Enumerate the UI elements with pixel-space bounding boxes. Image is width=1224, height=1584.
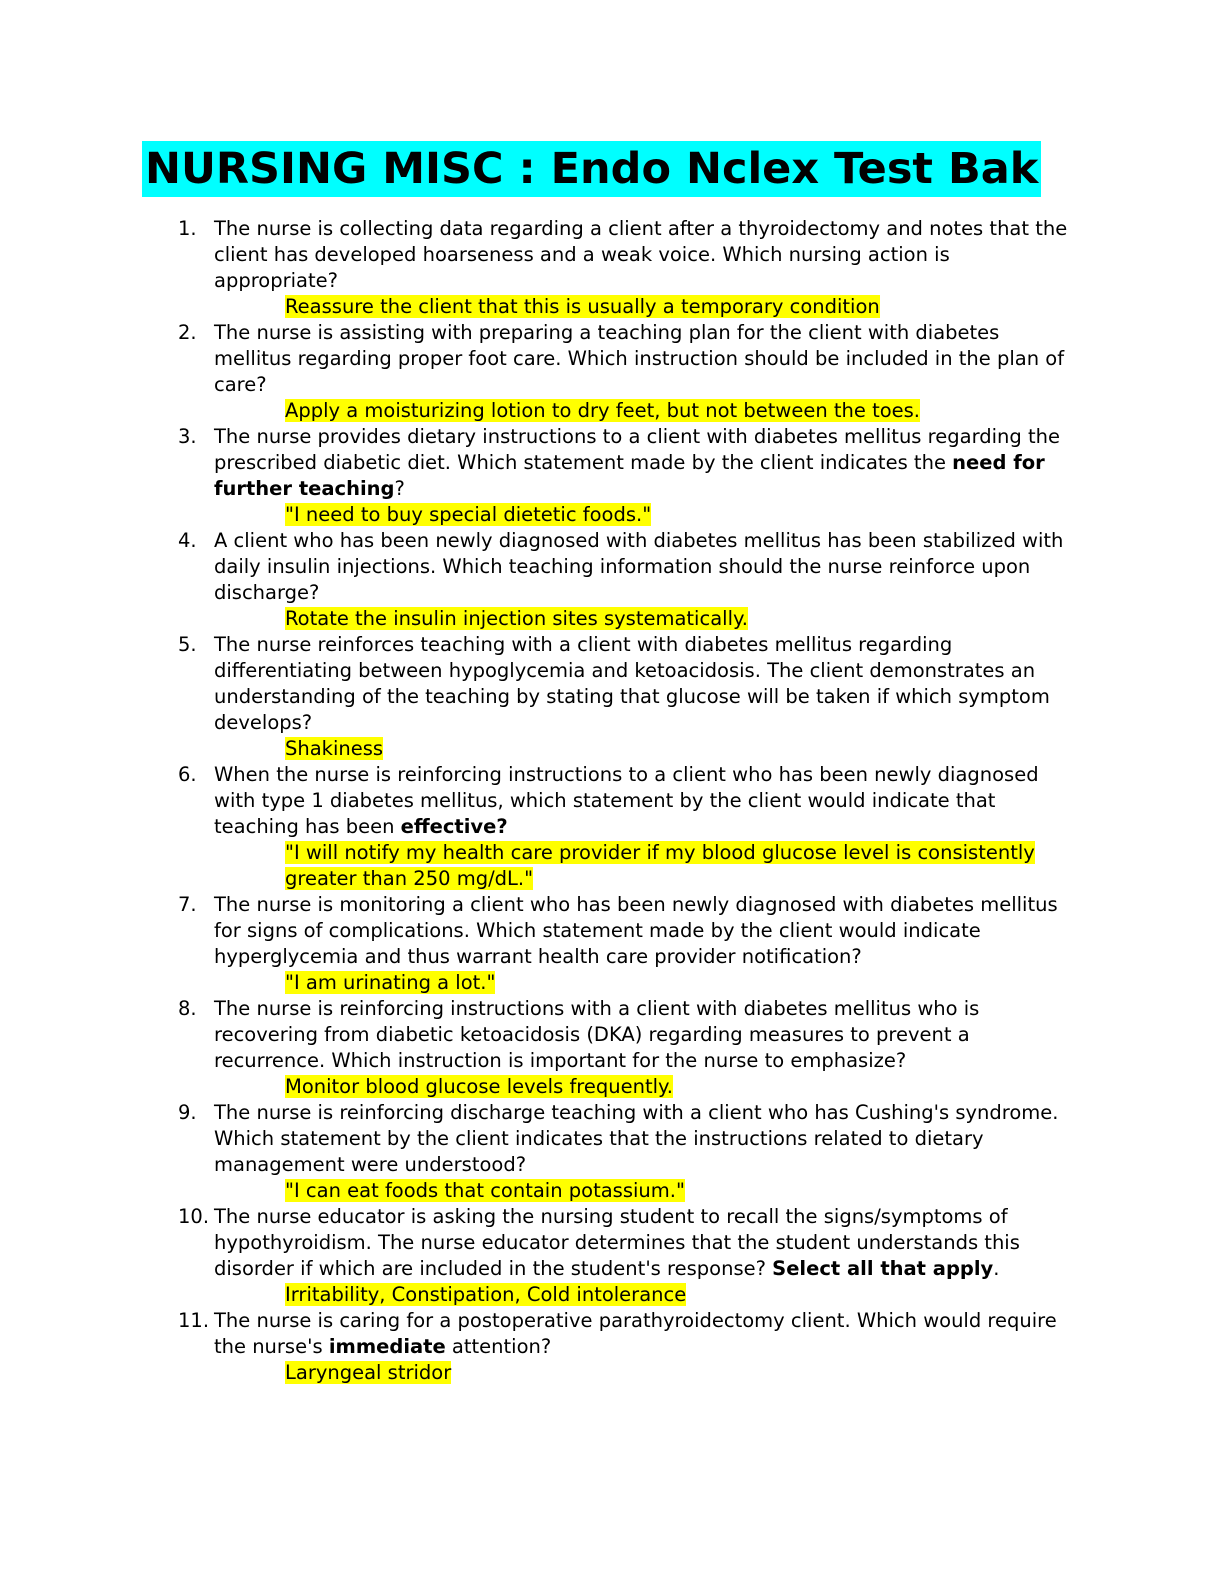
question-emphasis: Select all that apply <box>772 1257 994 1280</box>
question-text-part: attention? <box>445 1335 552 1358</box>
question-emphasis: effective? <box>400 815 508 838</box>
question-emphasis: need for further teaching <box>214 451 1045 500</box>
question-text: The nurse is collecting data regarding a client after a thyroidectomy and notes that the client has developed hoarseness and a weak voice. Which nursing action is appropriate? <box>214 217 1068 292</box>
question-item <box>178 996 1078 1100</box>
answer-highlight: Monitor blood glucose levels frequently. <box>285 1075 674 1098</box>
question-text-part: . <box>993 1257 1000 1280</box>
page-title-container <box>142 141 1064 197</box>
question-item <box>178 320 1078 424</box>
answer-highlight: Laryngeal stridor <box>285 1361 452 1384</box>
answer-line <box>285 1360 1075 1386</box>
answer-highlight: Shakiness <box>285 737 384 760</box>
question-item <box>178 1100 1078 1204</box>
question-number: 10. <box>178 1205 210 1228</box>
question-item <box>178 216 1078 320</box>
question-item <box>178 892 1078 996</box>
question-text <box>214 1204 1069 1282</box>
question-item <box>178 632 1078 762</box>
question-text-part: When the nurse is reinforcing instructions to a client who has been newly diagnosed with type 1 diabetes mellitus, which statement by the client would indicate that teaching has been <box>214 763 1039 838</box>
answer-line <box>285 502 1075 528</box>
answer-line <box>285 1178 1075 1204</box>
question-item <box>178 762 1078 892</box>
question-item <box>178 424 1078 528</box>
answer-highlight: "I will notify my health care provider if my blood glucose level is consistently greater than 250 mg/dL." <box>285 841 1035 890</box>
question-number: 8. <box>178 997 197 1020</box>
question-item <box>178 1308 1078 1386</box>
answer-line <box>285 606 1075 632</box>
question-number: 11. <box>178 1309 210 1332</box>
answer-line <box>285 1282 1075 1308</box>
answer-highlight: "I am urinating a lot." <box>285 971 496 994</box>
answer-line <box>285 736 1075 762</box>
question-text: The nurse is monitoring a client who has been newly diagnosed with diabetes mellitus for signs of complications. Which statement made by the client would indicate hyperglycemia and thus warrant health care provider notification? <box>214 893 1058 968</box>
answer-line <box>285 1074 1075 1100</box>
question-text <box>214 762 1069 840</box>
question-number: 2. <box>178 321 197 344</box>
question-number: 7. <box>178 893 197 916</box>
question-text: The nurse reinforces teaching with a client with diabetes mellitus regarding differentiating between hypoglycemia and ketoacidosis. The client demonstrates an understanding of the teaching by stating that glucose will be taken if which symptom develops? <box>214 633 1050 734</box>
question-list <box>178 216 1078 1386</box>
answer-line <box>285 840 1075 892</box>
page-title: NURSING MISC : Endo Nclex Test Bak <box>142 141 1041 197</box>
question-number: 9. <box>178 1101 197 1124</box>
question-number: 5. <box>178 633 197 656</box>
question-text: The nurse is reinforcing discharge teaching with a client who has Cushing's syndrome. Which statement by the client indicates that the instructions related to dietary management were understood? <box>214 1101 1059 1176</box>
question-emphasis: immediate <box>328 1335 446 1358</box>
answer-highlight: Rotate the insulin injection sites systematically. <box>285 607 748 630</box>
answer-highlight: Irritability, Constipation, Cold intolerance <box>285 1283 687 1306</box>
question-text: A client who has been newly diagnosed with diabetes mellitus has been stabilized with daily insulin injections. Which teaching information should the nurse reinforce upon discharge? <box>214 529 1064 604</box>
answer-line <box>285 970 1075 996</box>
question-text-part: The nurse educator is asking the nursing student to recall the signs/symptoms of hypothyroidism. The nurse educator determines that the student understands this disorder if which are included in the student's response? <box>214 1205 1020 1280</box>
answer-highlight: "I need to buy special dietetic foods." <box>285 503 652 526</box>
answer-line <box>285 294 1075 320</box>
question-number: 6. <box>178 763 197 786</box>
question-item <box>178 1204 1078 1308</box>
answer-line <box>285 398 1075 424</box>
question-text <box>214 1308 1069 1360</box>
question-number: 4. <box>178 529 197 552</box>
question-text-part: ? <box>394 477 405 500</box>
question-text: The nurse is reinforcing instructions with a client with diabetes mellitus who is recovering from diabetic ketoacidosis (DKA) regarding measures to prevent a recurrence. Which instruction is important for the nurse to emphasize? <box>214 997 980 1072</box>
answer-highlight: "I can eat foods that contain potassium." <box>285 1179 685 1202</box>
question-text-part: The nurse provides dietary instructions to a client with diabetes mellitus regarding the prescribed diabetic diet. Which statement made by the client indicates the <box>214 425 1060 474</box>
question-number: 1. <box>178 217 197 240</box>
question-text: The nurse is assisting with preparing a teaching plan for the client with diabetes mellitus regarding proper foot care. Which instruction should be included in the plan of care? <box>214 321 1065 396</box>
answer-highlight: Reassure the client that this is usually a temporary condition <box>285 295 880 318</box>
question-number: 3. <box>178 425 197 448</box>
answer-highlight: Apply a moisturizing lotion to dry feet, but not between the toes. <box>285 399 921 422</box>
question-text <box>214 424 1069 502</box>
question-text-part: The nurse is caring for a postoperative parathyroidectomy client. Which would require the nurse's <box>214 1309 1057 1358</box>
question-item <box>178 528 1078 632</box>
